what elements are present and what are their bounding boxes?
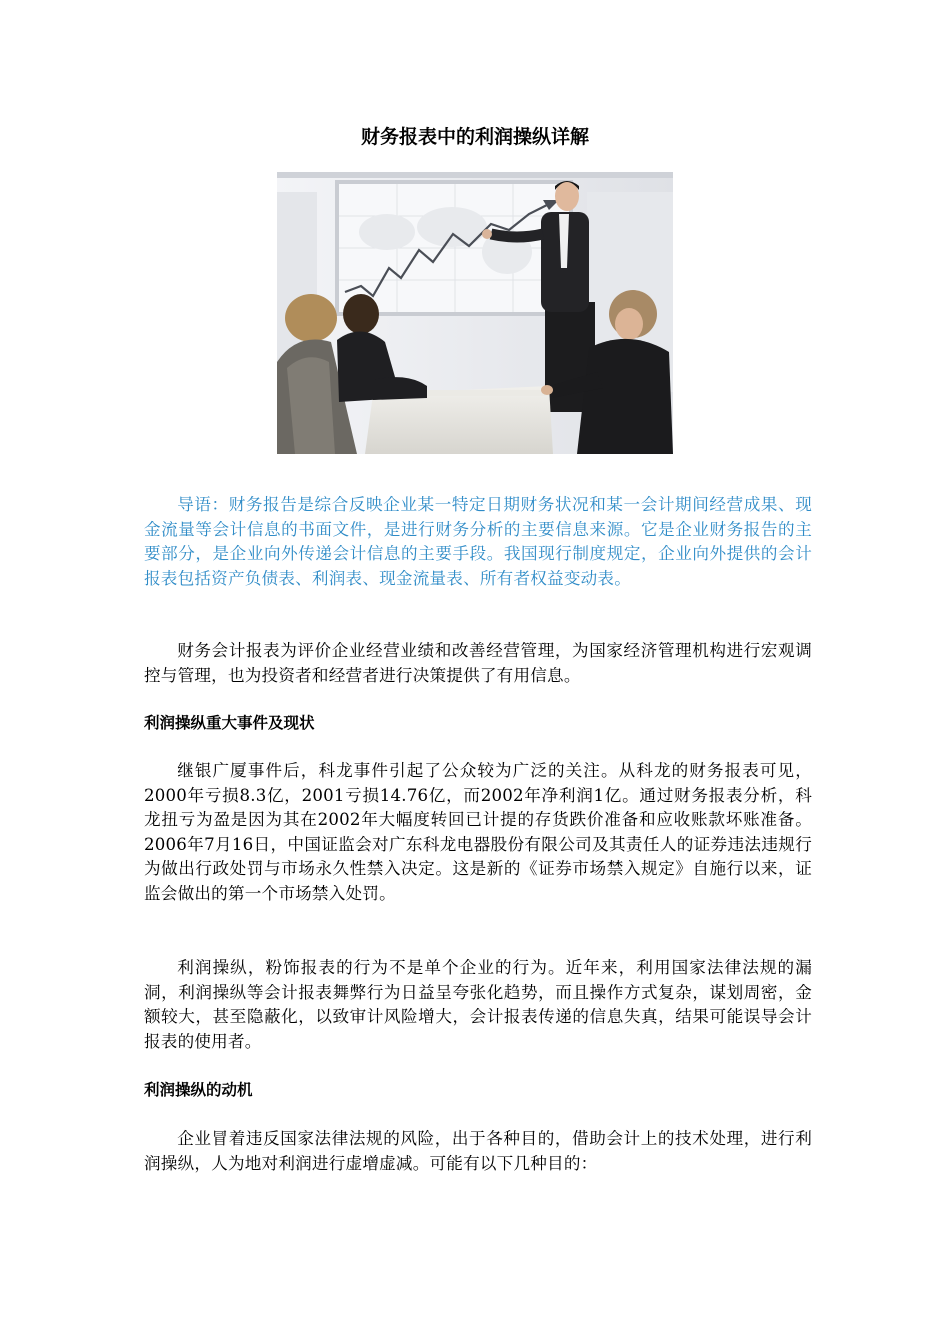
body-paragraph: 利润操纵，粉饰报表的行为不是单个企业的行为。近年来，利用国家法律法规的漏洞，利润操纵等会计报表舞弊行为日益呈夸张化趋势，而且操作方式复杂，谋划周密，金额较大，甚至隐蔽化，以致审计风险增大，会计报表传递的信息失真，结果可能误导会计报表的使用者。 <box>144 958 812 1051</box>
page-title: 财务报表中的利润操纵详解 <box>360 126 589 148</box>
body-paragraph: 企业冒着违反国家法律法规的风险，出于各种目的，借助会计上的技术处理，进行利润操纵，人为地对利润进行虚增虚减。可能有以下几种目的： <box>144 1129 812 1173</box>
section-heading: 利润操纵重大事件及现状 <box>144 714 315 732</box>
intro-paragraph: 导语：财务报告是综合反映企业某一特定日期财务状况和某一会计期间经营成果、现金流量等会计信息的书面文件，是进行财务分析的主要信息来源。它是企业财务报告的主要部分，是企业向外传递会计信息的主要手段。我国现行制度规定，企业向外提供的会计报表包括资产负债表、利润表、现金流量表、所有者权益变动表。 <box>144 495 812 588</box>
body-paragraph: 财务会计报表为评价企业经营业绩和改善经营管理，为国家经济管理机构进行宏观调控与管理，也为投资者和经营者进行决策提供了有用信息。 <box>144 641 812 685</box>
business-presentation-photo <box>277 172 673 454</box>
section-heading: 利润操纵的动机 <box>144 1081 253 1099</box>
body-paragraph: 继银广厦事件后，科龙事件引起了公众较为广泛的关注。从科龙的财务报表可见，2000年亏损8.3亿，2001亏损14.76亿，而2002年净利润1亿。通过财务报表分析，科龙扭亏为盈是因为其在2002年大幅度转回已计提的存货跌价准备和应收账款坏账准备。2006年7月16日，中国证监会对广东科龙电器股份有限公司及其责任人的证券违法违规行为做出行政处罚与市场永久性禁入决定。这是新的《证券市场禁入规定》自施行以来，证监会做出的第一个市场禁入处罚。 <box>144 761 812 903</box>
